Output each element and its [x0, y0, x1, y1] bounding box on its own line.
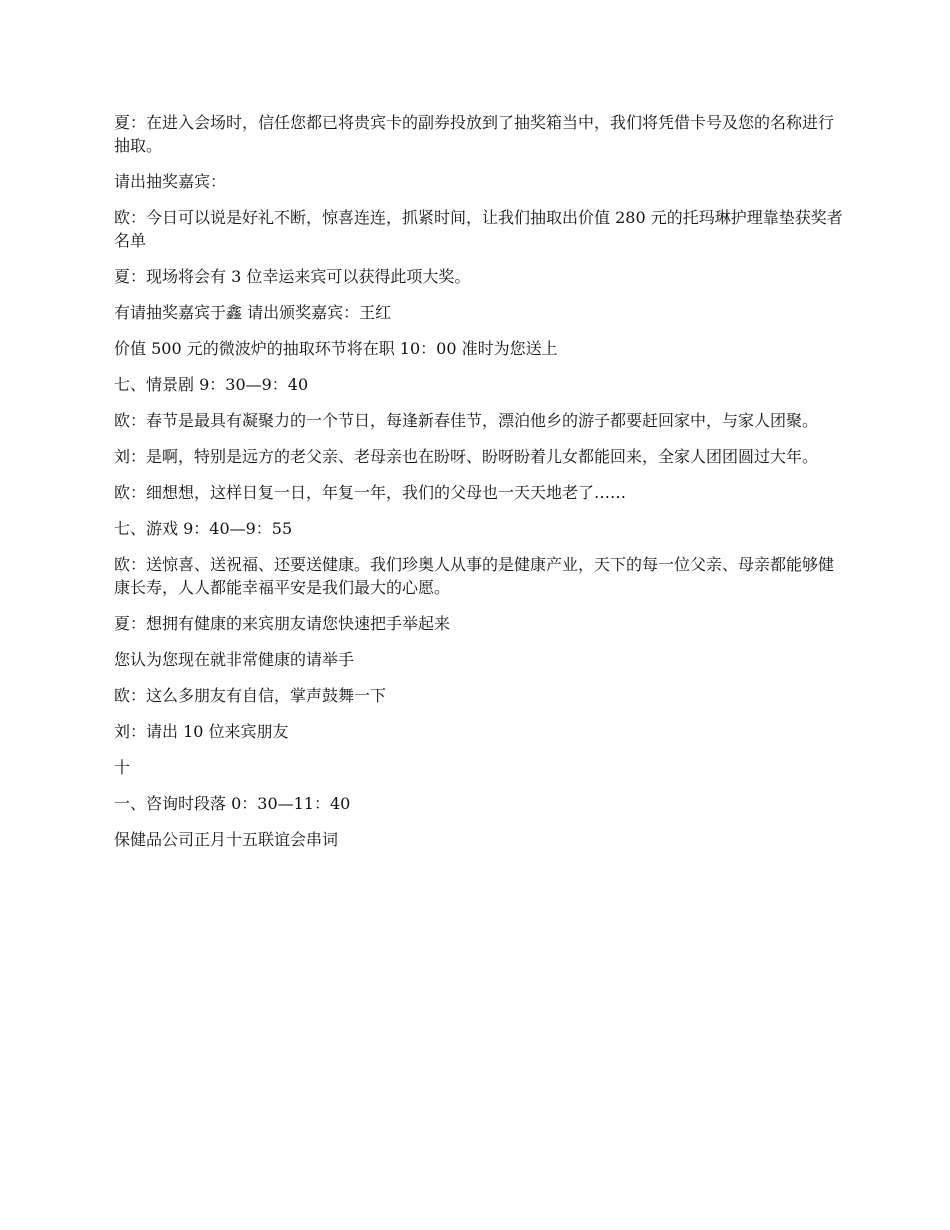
paragraph-raise-hands: 夏：想拥有健康的来宾朋友请您快速把手举起来: [114, 614, 451, 633]
section-number-ten: 十: [114, 758, 131, 777]
document-title-footer: 保健品公司正月十五联谊会串词: [114, 830, 339, 849]
paragraph-three-winners: 夏：现场将会有 3 位幸运来宾可以获得此项大奖。: [114, 267, 471, 286]
document-body: [114, 111, 844, 864]
paragraph-healthy-raise-hand: 您认为您现在就非常健康的请举手: [114, 650, 355, 669]
paragraph-parents-waiting: 刘：是啊，特别是远方的老父亲、老母亲也在盼呀、盼呀盼着儿女都能回来，全家人团团圆过大年。: [114, 447, 819, 466]
paragraph-presenters: 有请抽奖嘉宾于鑫 请出颁奖嘉宾：王红: [114, 303, 392, 322]
paragraph-parents-aging: 欧：细想想，这样日复一日，年复一年，我们的父母也一天天地老了……: [114, 483, 627, 502]
paragraph-ten-guests: 刘：请出 10 位来宾朋友: [114, 722, 289, 741]
paragraph-applause: 欧：这么多朋友有自信，掌声鼓舞一下: [114, 686, 387, 705]
paragraph-spring-festival: 欧：春节是最具有凝聚力的一个节日，每逢新春佳节，漂泊他乡的游子都要赶回家中，与家人团聚。: [114, 411, 819, 430]
section-heading-consultation: 一、咨询时段落 0：30—11：40: [114, 794, 351, 813]
paragraph-cushion-prize: 欧：今日可以说是好礼不断，惊喜连连，抓紧时间，让我们抽取出价值 280 元的托玛琳护理靠垫获奖者名单: [114, 208, 843, 250]
paragraph-invite-guest: 请出抽奖嘉宾：: [114, 172, 227, 191]
section-heading-game: 七、游戏 9：40—9：55: [114, 519, 293, 538]
paragraph-microwave-prize: 价值 500 元的微波炉的抽取环节将在职 10：00 准时为您送上: [114, 339, 558, 358]
section-heading-skit: 七、情景剧 9：30—9：40: [114, 375, 309, 394]
paragraph-health-wishes: 欧：送惊喜、送祝福、还要送健康。我们珍奥人从事的是健康产业，天下的每一位父亲、母亲都能够健康长寿，人人都能幸福平安是我们最大的心愿。: [114, 555, 835, 597]
paragraph-lottery-intro: 夏：在进入会场时，信任您都已将贵宾卡的副券投放到了抽奖箱当中，我们将凭借卡号及您的名称进行抽取。: [114, 113, 835, 155]
